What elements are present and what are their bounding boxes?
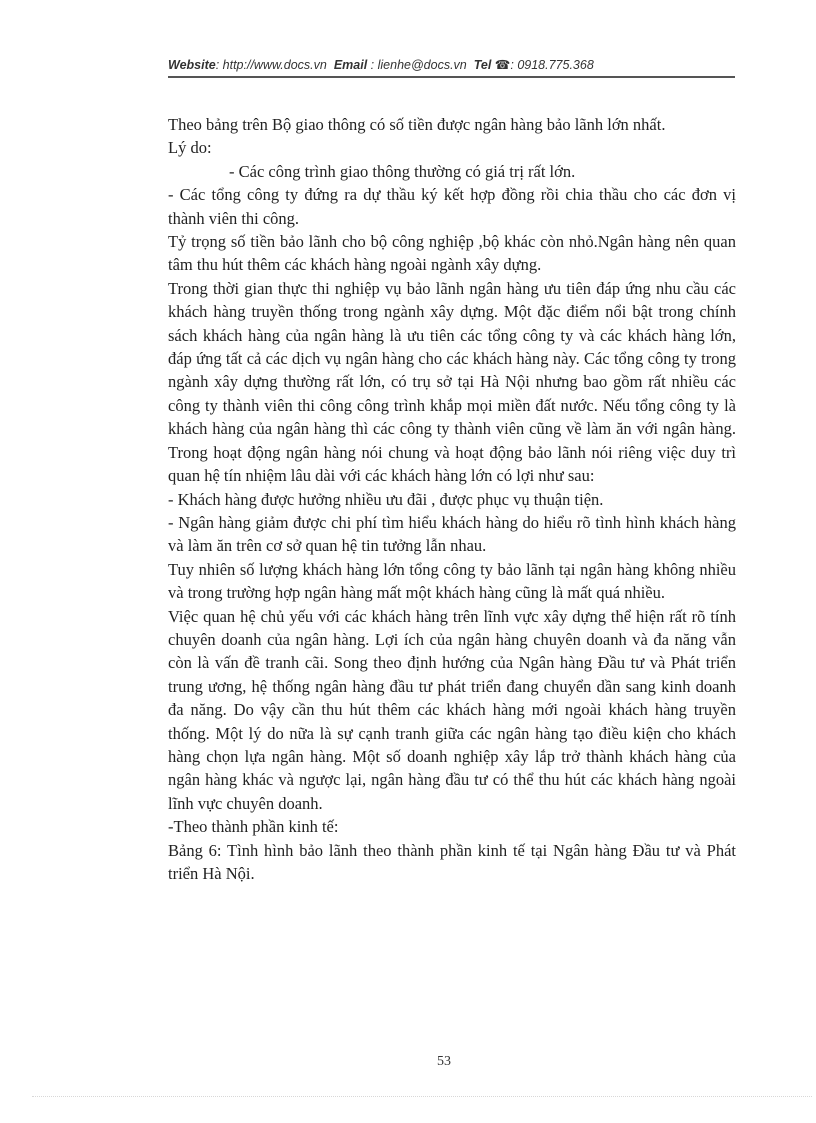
paragraph: Việc quan hệ chủ yếu với các khách hàng trên lĩnh vực xây dựng thể hiện rất rõ tính chuyên doanh của ngân hàng. Lợi ích của ngân hàng chuyên doanh và đa năng vẫn còn là vấn đề tranh cãi. Song theo định hướng của Ngân hàng Đầu tư và Phát triển trung ương, hệ thống ngân hàng đầu tư phát triển đang chuyển dần sang kinh doanh đa năng. Do vậy cần thu hút thêm các khách hàng mới ngoài khách hàng truyền thống. Một lý do nữa là sự cạnh tranh giữa các ngân hàng tạo điều kiện cho khách hàng chọn lựa ngân hàng. Một số doanh nghiệp xây lắp trở thành khách hàng của ngân hàng khác và ngược lại, ngân hàng đầu tư có thể thu hút các khách hàng ngoài lĩnh vực chuyên doanh. bbox=[168, 606, 736, 813]
paragraph: - Các tổng công ty đứng ra dự thầu ký kết hợp đồng rồi chia thầu cho các đơn vị thành viên thi công. bbox=[168, 185, 736, 228]
paragraph: - Ngân hàng giảm được chi phí tìm hiểu khách hàng do hiểu rõ tình hình khách hàng và làm ăn trên cơ sở quan hệ tin tưởng lẫn nhau. bbox=[168, 512, 736, 556]
phone-icon: ☎ bbox=[494, 58, 511, 72]
tel-label: Tel bbox=[473, 58, 492, 72]
paragraph: Tuy nhiên số lượng khách hàng lớn tổng công ty bảo lãnh tại ngân hàng không nhiều và trong trường hợp ngân hàng mất một khách hàng cũng là mất quá nhiều. bbox=[168, 559, 736, 603]
email-value: : lienhe@docs.vn bbox=[370, 58, 467, 72]
paragraph: Tỷ trọng số tiền bảo lãnh cho bộ công nghiệp ,bộ khác còn nhỏ.Ngân hàng nên quan tâm thu hút thêm các khách hàng ngoài ngành xây dựng. bbox=[168, 232, 736, 275]
table-caption: Bảng 6: Tình hình bảo lãnh theo thành phần kinh tế tại Ngân hàng Đầu tư và Phát triển Hà Nội. bbox=[168, 840, 736, 883]
paragraph: - Khách hàng được hưởng nhiều ưu đãi , được phục vụ thuận tiện. bbox=[168, 489, 604, 509]
document-body bbox=[168, 113, 736, 885]
tel-value: : 0918.775.368 bbox=[510, 58, 594, 72]
website-value: : http://www.docs.vn bbox=[215, 58, 327, 72]
paragraph: Theo bảng trên Bộ giao thông có số tiền được ngân hàng bảo lãnh lớn nhất. bbox=[168, 115, 666, 134]
page-header bbox=[168, 57, 735, 72]
paragraph: -Theo thành phần kinh tế: bbox=[168, 817, 339, 837]
paragraph: - Các công trình giao thông thường có giá trị rất lớn. bbox=[229, 161, 576, 181]
website-label: Website bbox=[168, 58, 216, 72]
header-divider bbox=[168, 76, 735, 78]
page-number: 53 bbox=[437, 1054, 451, 1069]
email-label: Email bbox=[333, 58, 368, 72]
footer-divider bbox=[32, 1096, 812, 1097]
paragraph: Lý do: bbox=[168, 138, 212, 158]
paragraph: Trong thời gian thực thi nghiệp vụ bảo lãnh ngân hàng ưu tiên đáp ứng nhu cầu các khách hàng truyền thống trong ngành xây dựng. Một đặc điểm nổi bật trong chính sách khách hàng của ngân hàng là ưu tiên các tổng công ty và các khách hàng lớn, đáp ứng tất cả các dịch vụ ngân hàng cho các khách hàng này. Các tổng công ty trong ngành xây dựng thường rất lớn, có trụ sở tại Hà Nội nhưng bao gồm rất nhiều các công ty thành viên thi công công trình khắp mọi miền đất nước. Nếu tổng công ty là khách hàng của ngân hàng thì các công ty thành viên cũng về làm ăn với ngân hàng. Trong hoạt động ngân hàng nói chung và hoạt động bảo lãnh nói riêng việc duy trì quan hệ tín nhiệm lâu dài với các khách hàng lớn có lợi như sau: bbox=[168, 278, 736, 486]
